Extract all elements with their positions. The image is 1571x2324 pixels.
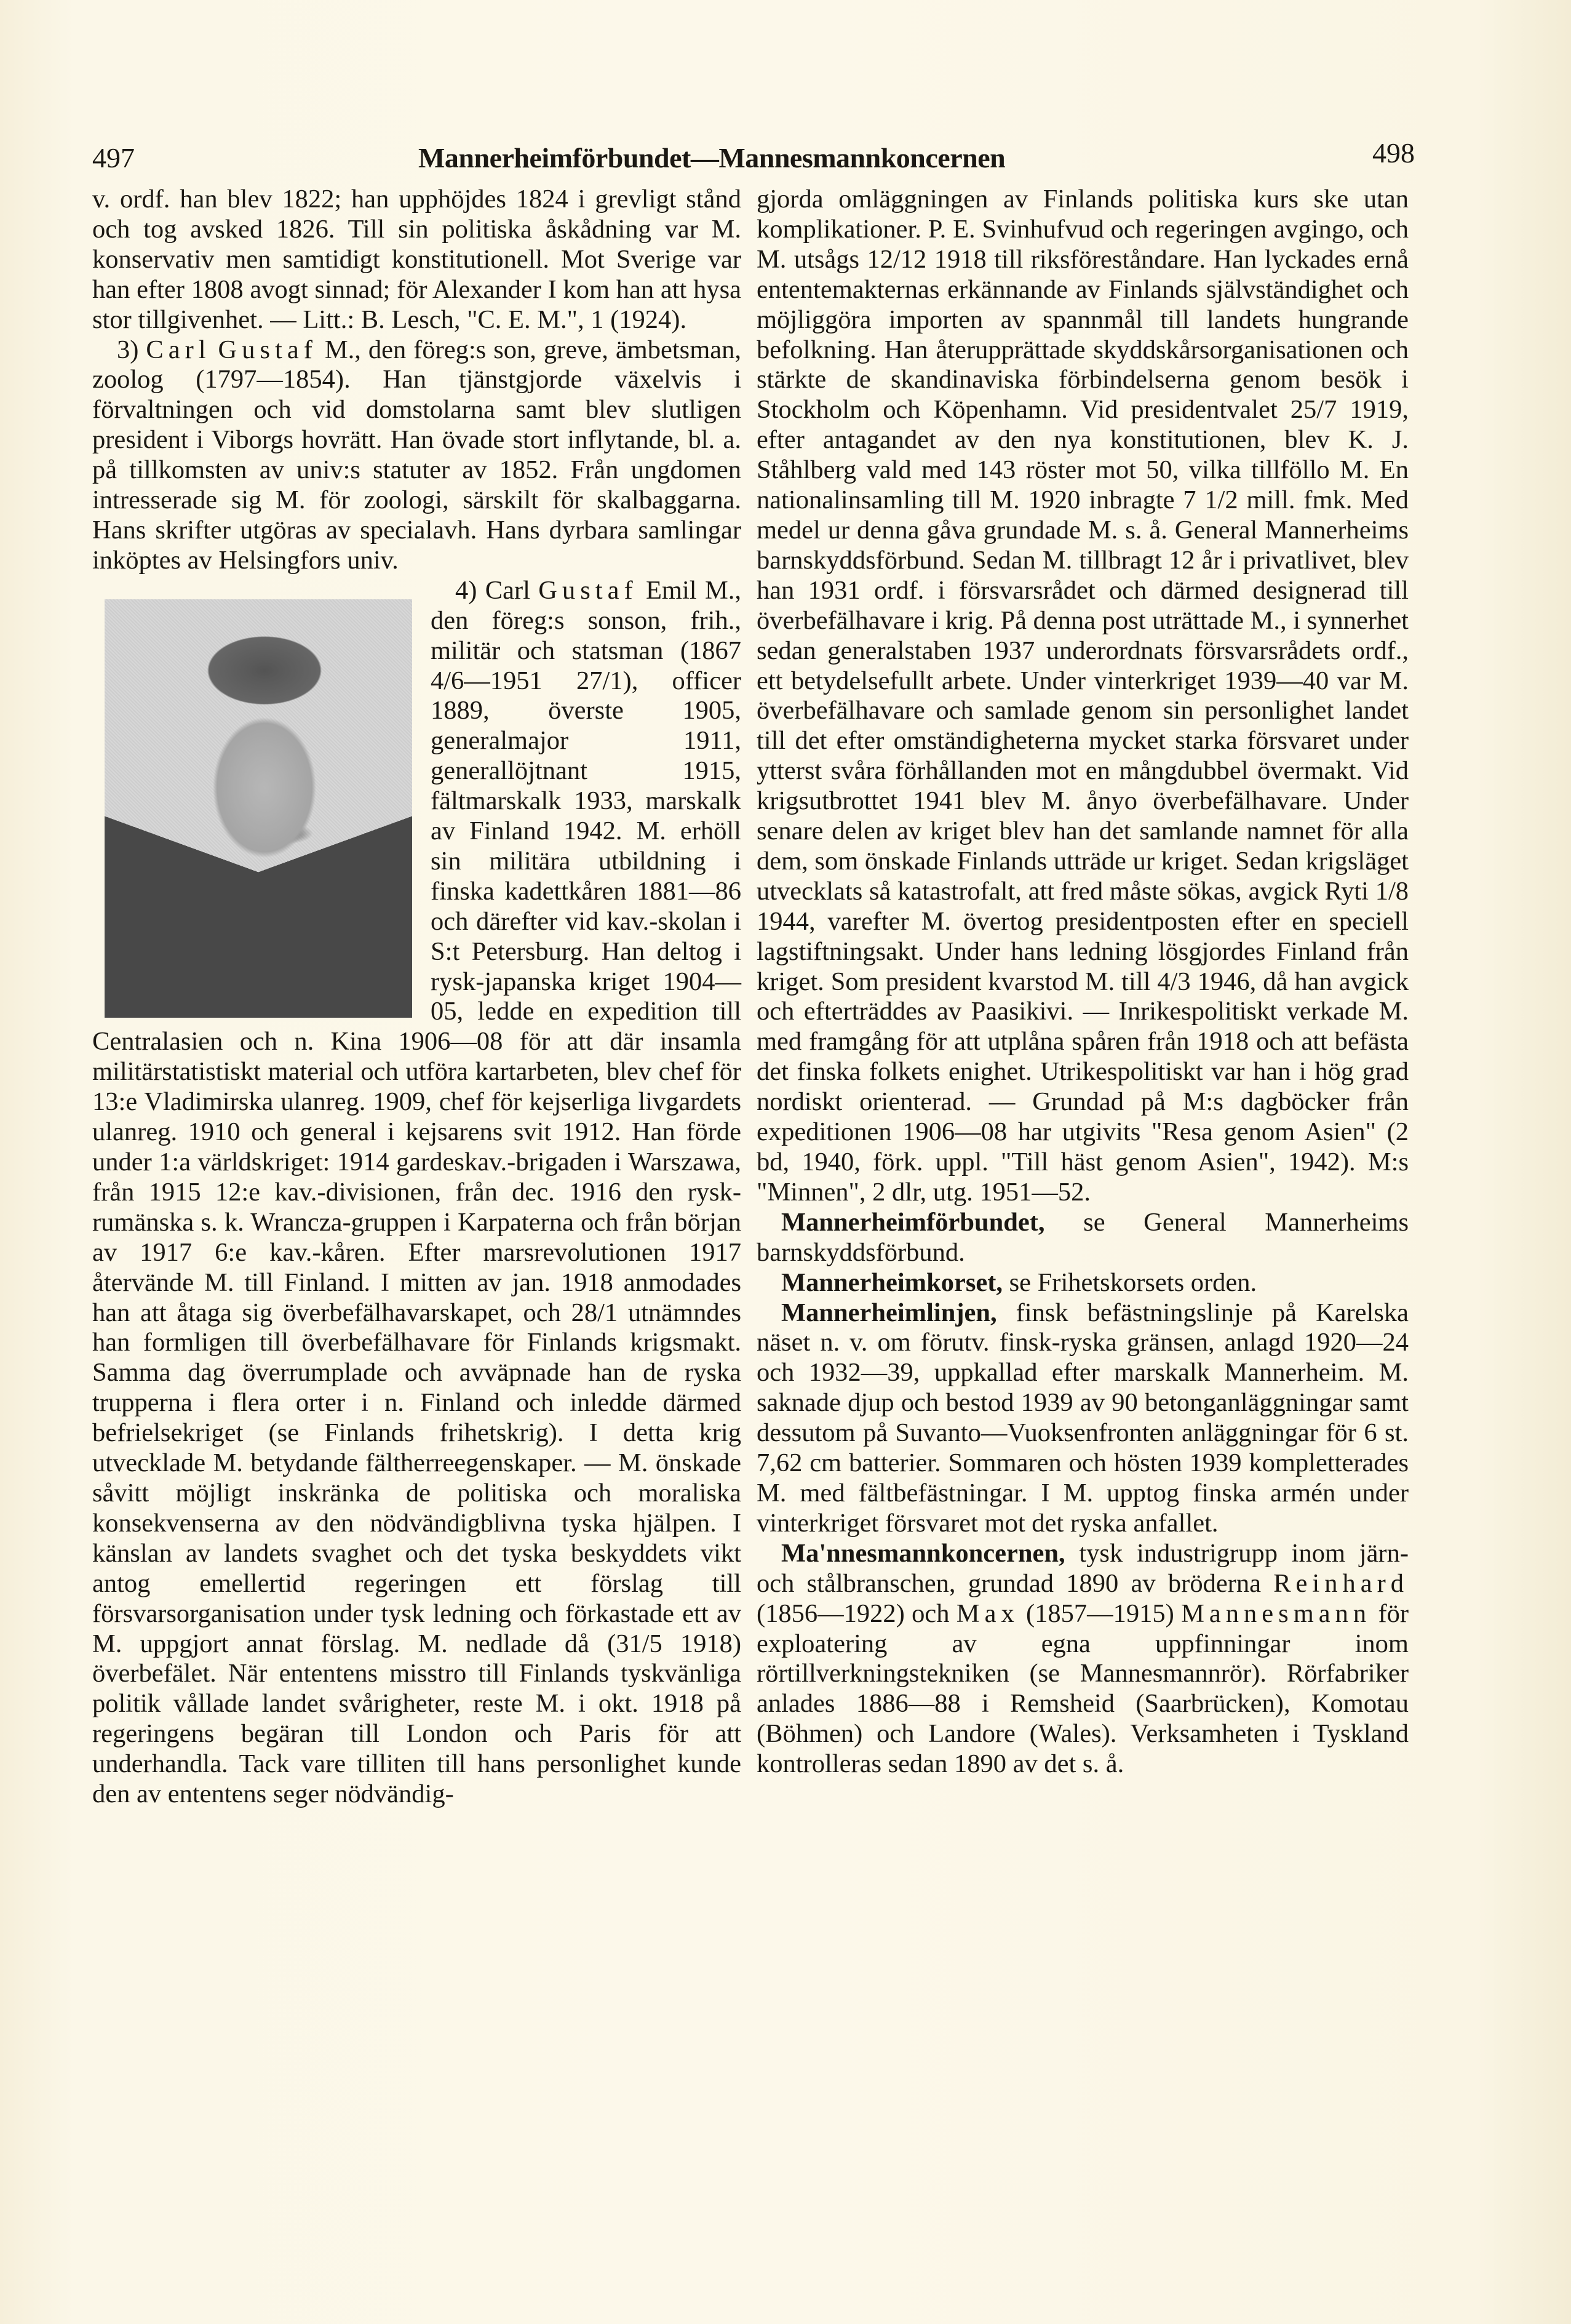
headword: Mannerheimförbundet, (781, 1207, 1045, 1237)
paragraph-continuation: v. ordf. han blev 1822; han upphöjdes 1824 i grevligt stånd och tog avsked 1826. Till sin politiska åskådning var M. konservativ men samtidigt konstitutionell. Mot Sverige var han efter 1808 avogt sinnad; för Alexander I kom han att hysa stor tillgivenhet. — Litt.: B. Lesch, "C. E. M.", 1 (1924). (92, 185, 741, 334)
entry-mannerheimkorset: Mannerheimkorset, se Frihetskorsets orden. (781, 1268, 1257, 1297)
entry-mannesmannkoncernen: Ma'nnesmannkoncernen, tysk industrigrupp inom järn- och stålbranschen, grundad 1890 av bröderna Reinhard (1856—1922) och Max (1857—1915) Mannesmann för exploatering av egna uppfinningar inom rörtillverkningstekniken (se Mannesmannrör). Rörfabriker anlades 1886—88 i Remsheid (Saarbrücken), Komotau (Böhmen) och Landore (Wales). Verksamheten i Tyskland kontrolleras sedan 1890 av det s. å. (757, 1538, 1409, 1779)
entry-mannerheimforbundet: Mannerheimförbundet, se General Mannerheims barnskyddsförbund. (757, 1207, 1409, 1267)
entry-name: Carl (146, 335, 211, 364)
entry-number: 4) Carl (455, 575, 539, 605)
paragraph-continuation: gjorda omläggningen av Finlands politiska kurs ske utan komplikationer. P. E. Svinhufvud och regeringen avgingo, och M. utsågs 12/12 1918 till riksföreståndare. Han lyckades ernå ententemakternas erkännande av Finlands självständighet och möjliggöra importen av spannmål till landets hungrande befolkning. Han återupprättade skyddskårsorganisationen och stärkte de skandinaviska förbindelserna genom besök i Stockholm och Köpenhamn. Vid presidentvalet 25/7 1919, efter antagandet av den nya konstitutionen, blev K. J. Ståhlberg vald med 143 röster mot 50, vilka tillföllo M. En nationalinsamling till M. 1920 inbragte 7 1/2 mill. fmk. Med medel ur denna gåva grundade M. s. å. General Mannerheims barnskyddsförbund. Sedan M. tillbragt 12 år i privatlivet, blev han 1931 ordf. i försvarsrådet och därmed designerad till överbefälhavare i krig. På denna post uträttade M., i synnerhet sedan generalstaben 1937 underordnats försvarsrådets ordf., ett betydelsefullt arbete. Under vinterkriget 1939—40 var M. överbefälhavare och samlade genom sin personlighet landet till det efter omständigheterna mycket starka försvaret under ytterst svåra förhållanden mot en mångdubbel övermakt. Vid krigsutbrottet 1941 blev M. ånyo överbefälhavare. Under senare delen av kriget blev han det samlande namnet för alla dem, som önskade Finlands utträde ur kriget. Sedan krigsläget utvecklats så katastrofalt, att fred måste sökas, avgick Ryti 1/8 1944, varefter M. övertog presidentposten efter en speciell lagstiftningsakt. Under hans ledning lösgjordes Finland från kriget. Som president kvarstod M. till 4/3 1946, då han avgick och efterträddes av Paasikivi. — Inrikespolitiskt verkade M. med framgång för att utplåna spåren från 1918 och att befästa det finska folkets enighet. Utrikespolitiskt var han i hög grad nordiskt orienterad. — Grundad på M:s dagböcker från expeditionen 1906—08 har utgivits "Resa genom Asien" (2 bd, 1940, förk. uppl. "Till häst genom Asien", 1942). M:s "Minnen", 2 dlr, utg. 1951—52. (757, 185, 1409, 1207)
headword: Ma'nnesmannkoncernen, (781, 1538, 1065, 1568)
entry-text: Emil M., den föreg:s sonson, frih., militär och statsman (1867 4/6—1951 27/1), officer 1889, överste 1905, generalmajor 1911, generallöjtnant 1915, fältmarskalk 1933, marskalk av Finland 1942. M. erhöll sin militära utbildning i finska kadettkåren 1881—86 och därefter vid kav.-skolan i S:t Petersburg. Han deltog i rysk-japanska kriget 1904—05, ledde en expedition till Centralasien och n. Kina 1906—08 för att där insamla militärstatistiskt material och utföra kartarbeten, blev chef för 13:e Vladimirska ulanreg. 1909, chef för kejserliga livgardets ulanreg. 1910 och general i kejsarens svit 1912. Han förde under 1:a världskriget: 1914 gardeskav.-brigaden i Warszawa, från 1915 12:e kav.-divisionen, från dec. 1916 den rysk-rumänska s. k. Wrancza-gruppen i Karpaterna och från början av 1917 6:e kav.-kåren. Efter marsrevolutionen 1917 återvände M. till Finland. I mitten av jan. 1918 anmodades han att åtaga sig överbefälhavarskapet, och 28/1 utnämndes han formligen till överbefälhavare för Finlands krigsmakt. Samma dag överrumplade och avväpnade han de ryska trupperna i flera orter i n. Finland och inledde därmed befrielsekriget (se Finlands frihetskrig). I detta krig utvecklade M. betydande fältherreegenskaper. — M. önskade såvitt möjligt inskränka de politiska och moraliska konsekvenserna av den nödvändigblivna tyska hjälpen. I känslan av landets svaghet och det tyska beskyddets vikt antog emellertid regeringen ett förslag till försvarsorganisation under tysk ledning och förkastade ett av M. uppgjort annat förslag. M. nedlade då (31/5 1918) överbefälet. När ententens misstro till Finlands tyskvänliga politik vållade landet svårigheter, reste M. i okt. 1918 på regeringens begäran till London och Paris för att underhandla. Tack vare tilliten till hans personlighet kunde den av ententens seger nödvändig- (92, 575, 741, 1809)
entry-text: M., den föreg:s son, greve, ämbetsman, zoolog (1797—1854). Han tjänstgjorde växelvis i förvaltningen och vid domstolarna samt blev slutligen president i Viborgs hovrätt. Han övade stort inflytande, bl. a. på tillkomsten av univ:s statuter av 1852. Från ungdomen intresserade sig M. för zoologi, särskilt för skalbaggarna. Hans skrifter utgöras av specialavh. Hans dyrbara samlingar inköptes av Helsingfors univ. (92, 335, 741, 575)
portrait-photo (105, 599, 412, 1018)
headword: Mannerheimlinjen, (781, 1298, 997, 1327)
left-column (92, 185, 741, 1810)
running-title: Mannerheimförbundet—Mannesmannkoncernen (418, 142, 1006, 174)
page-number-left: 497 (92, 142, 135, 174)
entry-number: 3) (117, 335, 146, 364)
headword: Mannerheimkorset, (781, 1268, 1003, 1297)
right-column (757, 185, 1409, 1779)
entry-carl-gustaf (92, 335, 741, 576)
entry-mannerheimlinjen: Mannerheimlinjen, finsk befästningslinje på Karelska näset n. v. om förutv. finsk-ryska gränsen, anlagd 1920—24 och 1932—39, uppkallad efter marskalk Mannerheim. M. saknade djup och bestod 1939 av 90 betonganläggningar samt dessutom på Suvanto—Vuoksenfronten anläggningar för 6 st. 7,62 cm batterier. Sommaren och hösten 1939 kompletterades M. med fältbefästningar. I M. upptog finska armén under vinterkriget försvaret mot det ryska anfallet. (757, 1298, 1409, 1538)
entry-carl-gustaf-emil (92, 576, 741, 1810)
page-number-right: 498 (1372, 137, 1415, 169)
page-header (92, 137, 1415, 178)
entry-name: Gustaf (218, 335, 317, 364)
entry-name: Gustaf (538, 575, 638, 605)
